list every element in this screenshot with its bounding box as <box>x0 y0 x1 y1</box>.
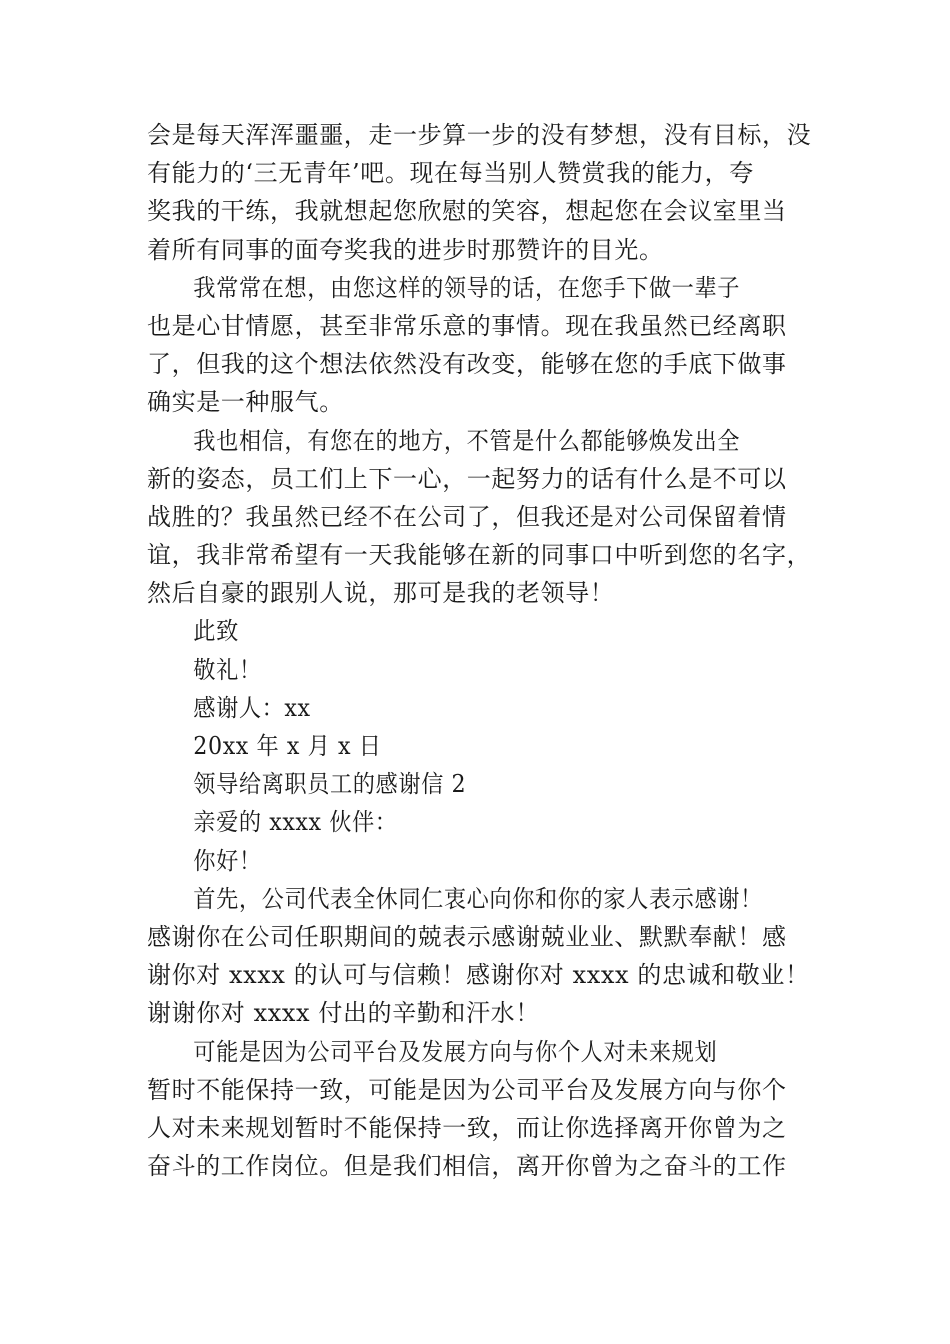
text-line: 人对未来规划暂时不能保持一致，而让你选择离开你曾为之 <box>147 1113 787 1142</box>
text-line: 有能力的‘三无青年’吧。现在每当别人赞赏我的能力，夸 <box>147 159 754 188</box>
text-line: 然后自豪的跟别人说，那可是我的老领导！ <box>147 579 615 608</box>
text-line: 新的姿态，员工们上下一心，一起努力的话有什么是不可以 <box>147 464 787 493</box>
text-line: 此致 <box>193 617 239 646</box>
text-line: 也是心甘情愿，甚至非常乐意的事情。现在我虽然已经离职 <box>147 311 787 340</box>
text-line: 暂时不能保持一致，可能是因为公司平台及发展方向与你个 <box>147 1075 787 1104</box>
text-line: 可能是因为公司平台及发展方向与你个人对未来规划 <box>193 1037 718 1066</box>
text-line: 战胜的？我虽然已经不在公司了，但我还是对公司保留着情 <box>147 502 787 531</box>
text-line: 着所有同事的面夸奖我的进步时那赞许的目光。 <box>147 235 664 264</box>
text-line: 谢你对 xxxx 的认可与信赖！感谢你对 xxxx 的忠诚和敬业！ <box>147 961 810 990</box>
text-line: 20xx 年 x 月 x 日 <box>193 732 382 760</box>
text-line: 会是每天浑浑噩噩，走一步算一步的没有梦想，没有目标，没 <box>147 121 812 149</box>
text-line: 奖我的干练，我就想起您欣慰的笑容，想起您在会议室里当 <box>147 197 787 226</box>
text-line: 领导给离职员工的感谢信 2 <box>193 770 467 799</box>
document-page <box>147 116 819 1185</box>
text-line: 奋斗的工作岗位。但是我们相信，离开你曾为之奋斗的工作 <box>147 1152 787 1181</box>
text-line: 感谢你在公司任职期间的兢表示感谢兢业业、默默奉献！感 <box>147 922 787 951</box>
text-line: 敬礼！ <box>193 655 262 684</box>
text-line: 亲爱的 xxxx 伙伴： <box>193 808 398 837</box>
text-line: 感谢人：xx <box>193 693 311 722</box>
text-line: 确实是一种服气。 <box>147 388 344 417</box>
text-line: 你好！ <box>193 846 262 875</box>
text-line: 首先，公司代表全休同仁衷心向你和你的家人表示感谢！ <box>193 884 763 913</box>
text-line: 了，但我的这个想法依然没有改变，能够在您的手底下做事 <box>147 350 787 379</box>
text-line: 谢谢你对 xxxx 付出的辛勤和汗水！ <box>147 999 540 1028</box>
text-line: 我常常在想，由您这样的领导的话，在您手下做一辈子 <box>193 273 741 302</box>
text-line: 谊，我非常希望有一天我能够在新的同事口中听到您的名字， <box>147 541 812 570</box>
text-line: 我也相信，有您在的地方，不管是什么都能够焕发出全 <box>193 426 741 455</box>
